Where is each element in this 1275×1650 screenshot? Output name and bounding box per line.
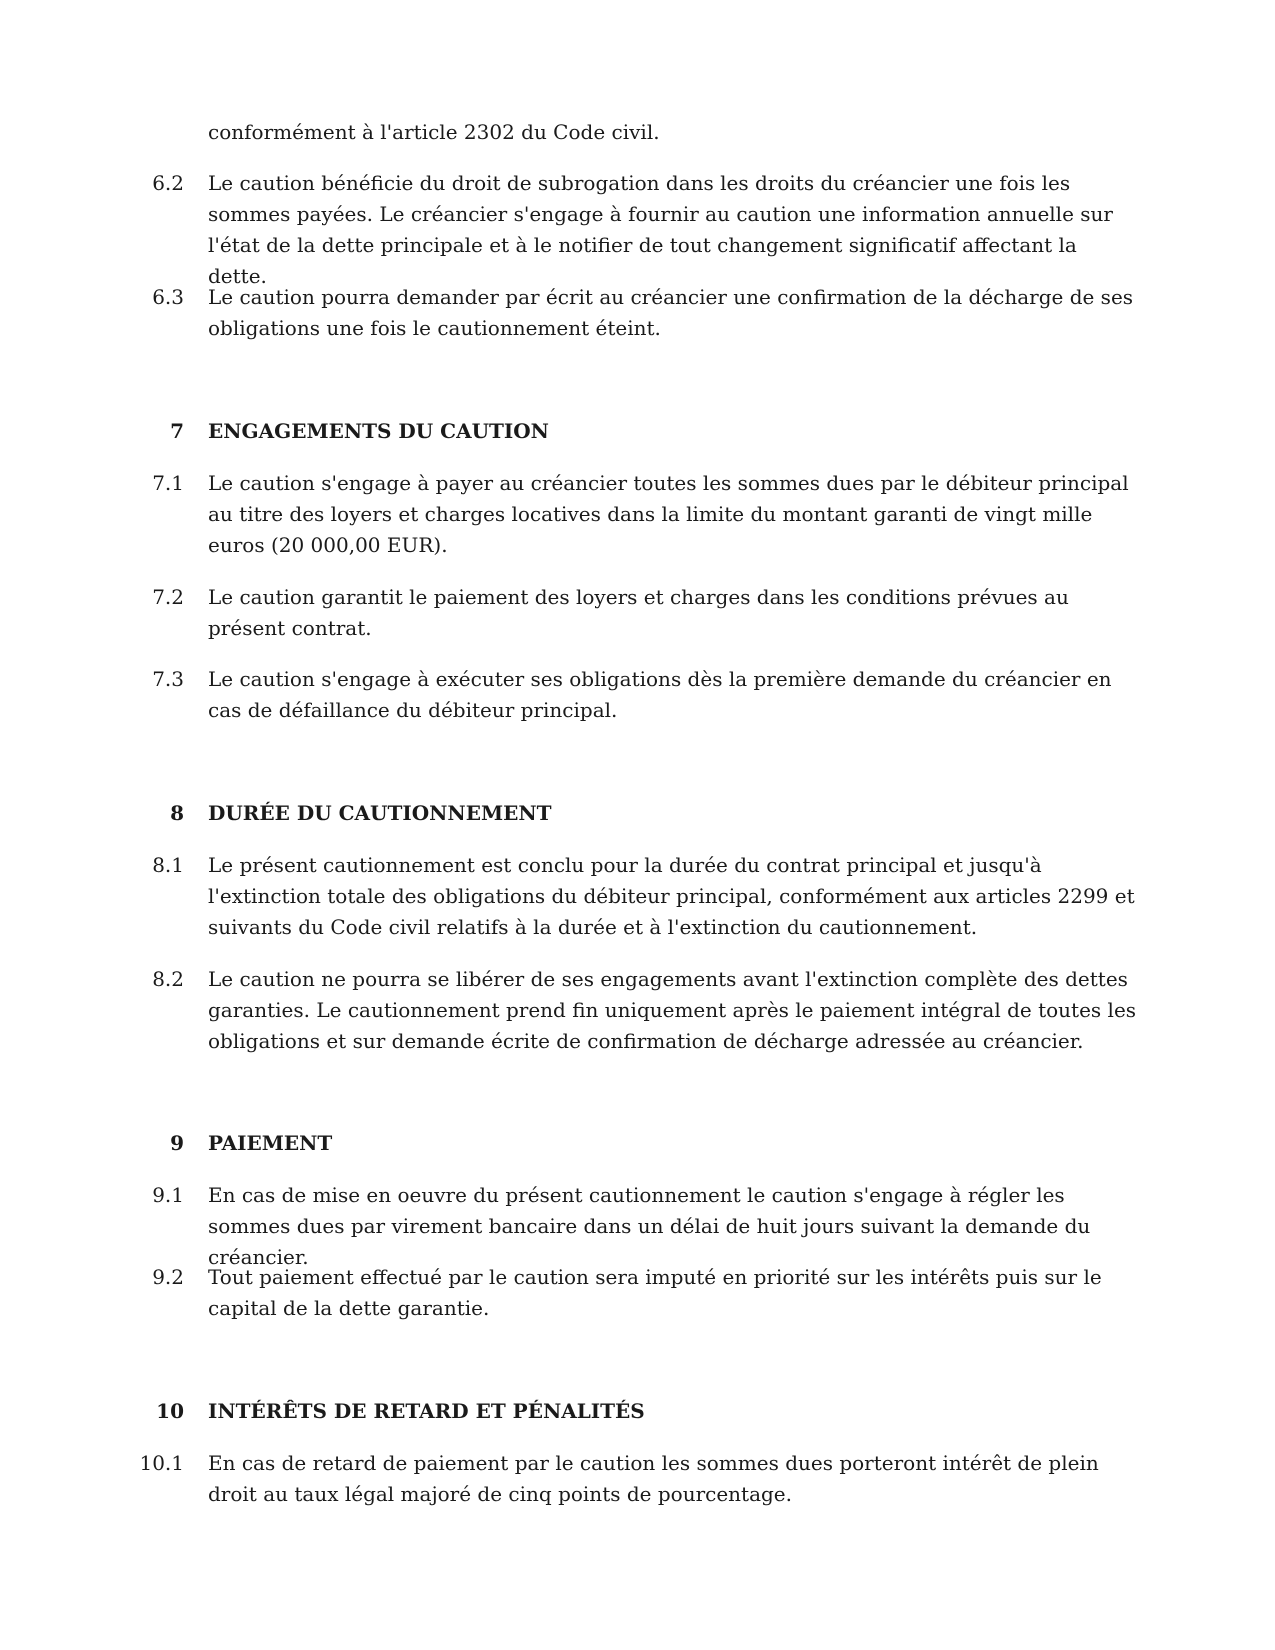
section-title: ENGAGEMENTS DU CAUTION bbox=[208, 419, 549, 443]
clause-text: Le présent cautionnement est conclu pour la durée du contrat principal et jusqu'à l'extinction totale des obligations du débiteur principal, conformément aux articles 2299 et suivants du Code civil relatifs à la durée et à l'extinction du cautionnement. bbox=[208, 853, 1135, 939]
clause-number: 10.1 bbox=[139, 1451, 184, 1475]
clause-text: Tout paiement effectué par le caution sera imputé en priorité sur les intérêts puis sur le capital de la dette garantie. bbox=[208, 1265, 1102, 1320]
clause-number: 8.1 bbox=[152, 853, 184, 877]
section-number: 7 bbox=[170, 419, 184, 443]
clause-text: Le caution bénéficie du droit de subrogation dans les droits du créancier une fois les sommes payées. Le créancier s'engage à fournir au caution une information annuelle sur l'état de la dette principale et à le notifier de tout changement significatif affectant la dette. bbox=[208, 171, 1113, 288]
clause-number: 7.3 bbox=[152, 667, 184, 691]
clause-number: 7.2 bbox=[152, 585, 184, 609]
clause-number: 9.2 bbox=[152, 1265, 184, 1289]
section-title: INTÉRÊTS DE RETARD ET PÉNALITÉS bbox=[208, 1399, 645, 1423]
clause-text: En cas de mise en oeuvre du présent cautionnement le caution s'engage à régler les sommes dues par virement bancaire dans un délai de huit jours suivant la demande du créancier. bbox=[208, 1183, 1091, 1269]
clause-number: 6.3 bbox=[152, 285, 184, 309]
clause-number: 8.2 bbox=[152, 967, 184, 991]
clause-text: En cas de retard de paiement par le caution les sommes dues porteront intérêt de plein droit au taux légal majoré de cinq points de pourcentage. bbox=[208, 1451, 1099, 1506]
clause-text: conformément à l'article 2302 du Code civil. bbox=[208, 120, 660, 144]
clause-number: 7.1 bbox=[152, 471, 184, 495]
section-number: 9 bbox=[170, 1131, 184, 1155]
section-number: 10 bbox=[156, 1399, 184, 1423]
clause-text: Le caution s'engage à payer au créancier toutes les sommes dues par le débiteur principal au titre des loyers et charges locatives dans la limite du montant garanti de vingt mille euros (20 000,00 EUR). bbox=[208, 471, 1129, 557]
clause-text: Le caution garantit le paiement des loyers et charges dans les conditions prévues au présent contrat. bbox=[208, 585, 1069, 640]
clause-number: 6.2 bbox=[152, 171, 184, 195]
clause-text: Le caution pourra demander par écrit au créancier une confirmation de la décharge de ses obligations une fois le cautionnement éteint. bbox=[208, 285, 1134, 340]
section-title: DURÉE DU CAUTIONNEMENT bbox=[208, 801, 552, 825]
clause-number: 9.1 bbox=[152, 1183, 184, 1207]
section-title: PAIEMENT bbox=[208, 1131, 333, 1155]
section-number: 8 bbox=[170, 801, 184, 825]
clause-text: Le caution s'engage à exécuter ses obligations dès la première demande du créancier en cas de défaillance du débiteur principal. bbox=[208, 667, 1112, 722]
clause-text: Le caution ne pourra se libérer de ses engagements avant l'extinction complète des dettes garanties. Le cautionnement prend fin uniquement après le paiement intégral de toutes les obligations et sur demande écrite de confirmation de décharge adressée au créancier. bbox=[208, 967, 1137, 1053]
